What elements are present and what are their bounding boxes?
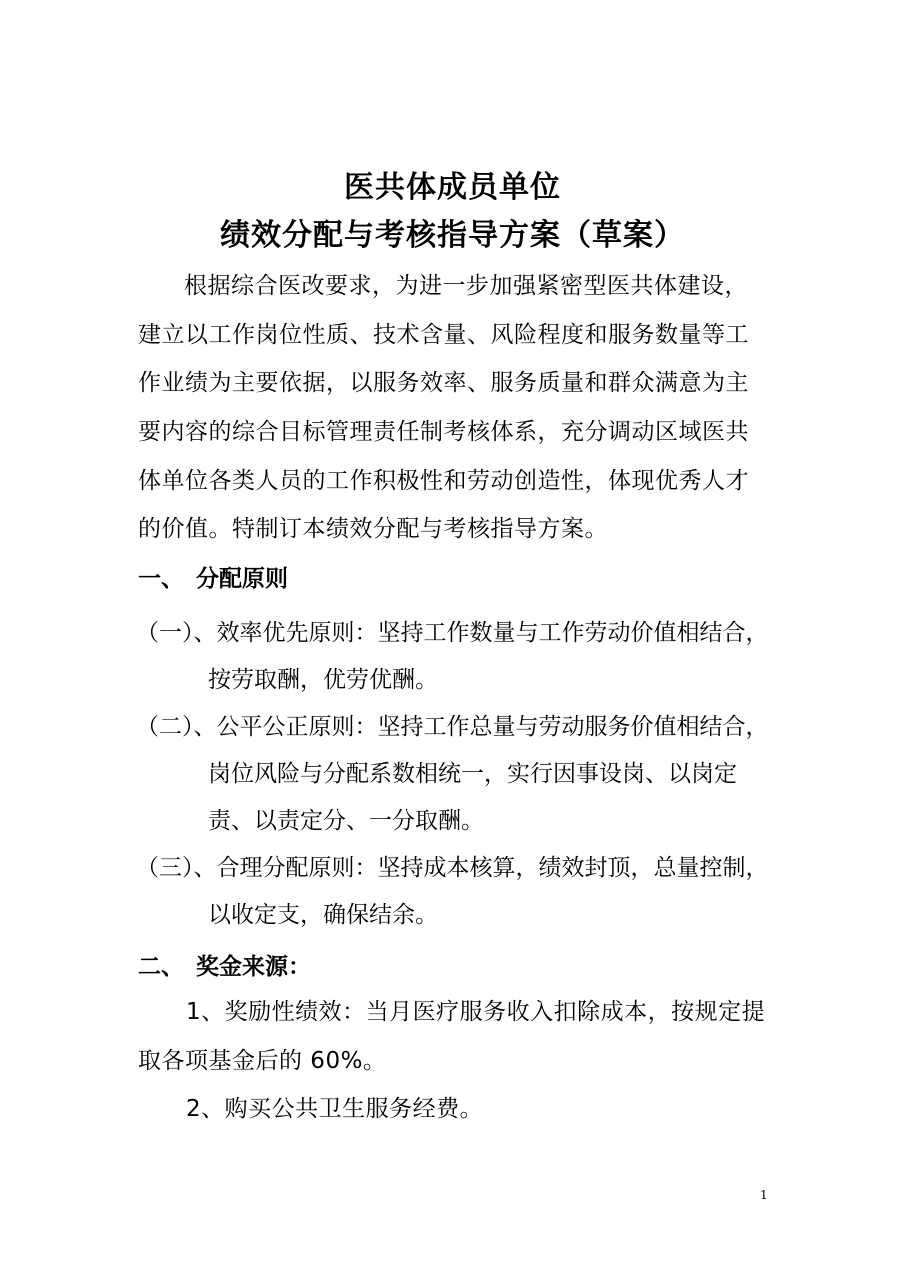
intro-line: 体单位各类人员的工作积极性和劳动创造性，体现优秀人才: [138, 467, 749, 494]
section-2-heading: [138, 952, 311, 982]
funding-item-1-line-2: 取各项基金后的 60%。: [138, 1047, 387, 1074]
funding-source-list: [138, 988, 778, 1134]
principle-line: 以收定支，确保结余。: [208, 902, 438, 928]
page-number: 1: [760, 1188, 768, 1202]
intro-line: 根据综合医改要求，为进一步加强紧密型医共体建设，: [184, 273, 748, 299]
intro-line: 的价值。特制订本绩效分配与考核指导方案。: [138, 516, 608, 543]
principle-line: 责、以责定分、一分取酬。: [208, 808, 484, 834]
principle-item-3: [136, 845, 781, 939]
funding-item-1-line-1: 1、奖励性绩效：当月医疗服务收入扣除成本，按规定提: [186, 999, 766, 1025]
principle-line: （一）、效率优先原则：坚持工作数量与工作劳动价值相结合，: [136, 620, 769, 646]
principle-line: （二）、公平公正原则：坚持工作总量与劳动服务价值相结合，: [136, 714, 769, 740]
principle-item-1: [136, 610, 781, 704]
document-title-line-1: 医共体成员单位: [344, 170, 561, 205]
principle-line: 按劳取酬，优劳优酬。: [208, 667, 438, 693]
section-1-heading: [138, 564, 288, 594]
intro-line: 建立以工作岗位性质、技术含量、风险程度和服务数量等工: [138, 321, 749, 348]
principle-line: 岗位风险与分配系数相统一，实行因事设岗、以岗定: [208, 761, 737, 787]
section-1-title: 分配原则: [196, 566, 288, 592]
section-2-number: 二、: [138, 954, 184, 980]
principle-line: （三）、合理分配原则：坚持成本核算，绩效封顶，总量控制，: [136, 855, 769, 881]
intro-paragraph: [138, 262, 778, 554]
intro-line: 要内容的综合目标管理责任制考核体系，充分调动区域医共: [138, 419, 749, 446]
section-1-number: 一、: [138, 566, 184, 592]
section-2-title: 奖金来源：: [196, 954, 311, 980]
funding-item-2: 2、购买公共卫生服务经费。: [186, 1096, 484, 1123]
document-title-line-2: 绩效分配与考核指导方案（草案）: [220, 218, 685, 253]
principle-item-2: [136, 704, 781, 845]
intro-line: 作业绩为主要依据，以服务效率、服务质量和群众满意为主: [138, 370, 749, 397]
